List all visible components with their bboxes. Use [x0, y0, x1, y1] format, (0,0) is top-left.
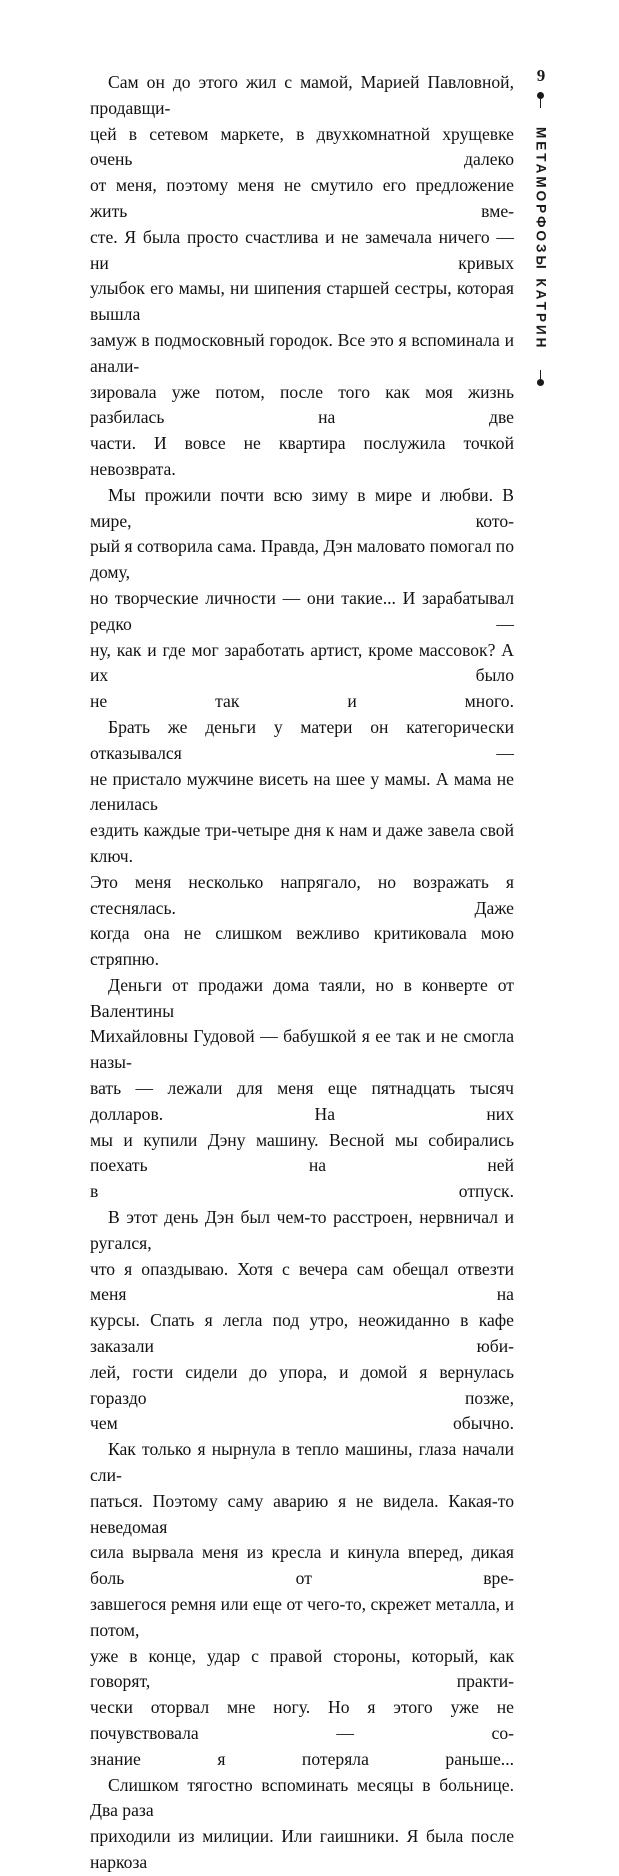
- paragraph: [90, 715, 514, 973]
- text-line: лей, гости сидели до упора, и домой я вернулась гораздо позже,: [90, 1361, 514, 1408]
- text-line: чем обычно.: [90, 1413, 514, 1434]
- text-line: что я опаздываю. Хотя с вечера сам обещал отвезти меня на: [90, 1258, 514, 1305]
- running-title-box: [533, 108, 549, 370]
- text-line: вать — лежали для меня еще пятнадцать тысяч долларов. На них: [90, 1078, 514, 1124]
- text-line: ну, как и где мог заработать артист, кроме массовок? А их было: [90, 639, 514, 686]
- running-title-bottom-dot: [537, 379, 544, 386]
- running-title-top-dot: [537, 92, 544, 99]
- text-line: замуж в подмосковный городок. Все это я вспоминала и анали-: [90, 329, 514, 376]
- text-line: Брать же деньги у матери он категорически отказывался —: [90, 716, 514, 763]
- text-line: не так и много.: [90, 691, 514, 712]
- page-number: 9: [536, 66, 546, 85]
- text-line: знание я потеряла раньше...: [90, 1748, 514, 1769]
- text-line: Как только я нырнула в тепло машины, глаза начали сли-: [90, 1439, 514, 1486]
- text-line: курсы. Спать я легла под утро, неожиданно в кафе заказали юби-: [90, 1310, 514, 1357]
- text-line: сте. Я была просто счастлива и не замечала ничего — ни кривых: [90, 226, 514, 273]
- text-line: в отпуск.: [90, 1181, 514, 1202]
- paragraph: [90, 70, 514, 483]
- text-line: Михайловны Гудовой — бабушкой я ее так и не смогла назы-: [90, 1026, 514, 1073]
- text-line: уже в конце, удар с правой стороны, который, как говорят, практи-: [90, 1645, 514, 1692]
- text-line: завшегося ремня или еще от чего-то, скрежет металла, и потом,: [90, 1594, 514, 1640]
- body-text: [90, 70, 514, 1876]
- text-line: Мы прожили почти всю зиму в мире и любви. В мире, кото-: [90, 484, 514, 531]
- text-line: сила вырвала меня из кресла и кинула вперед, дикая боль от вре-: [90, 1542, 514, 1589]
- text-line: приходили из милиции. Или гаишники. Я была после наркоза: [90, 1826, 514, 1872]
- text-line: но творческие личности — они такие... И зарабатывал редко —: [90, 587, 514, 634]
- text-line: Деньги от продажи дома таяли, но в конверте от Валентины: [90, 974, 514, 1021]
- text-line: рый я сотворила сама. Правда, Дэн маловато помогал по дому,: [90, 536, 514, 583]
- text-line: Слишком тягостно вспоминать месяцы в больнице. Два раза: [90, 1774, 514, 1821]
- text-line: ездить каждые три-четыре дня к нам и даже завела свой ключ.: [90, 820, 514, 866]
- text-line: мы и купили Дэну машину. Весной мы собирались поехать на ней: [90, 1129, 514, 1176]
- paragraph: [90, 973, 514, 1205]
- text-line: чески оторвал мне ногу. Но я этого уже не почувствовала — со-: [90, 1697, 514, 1743]
- text-line: улыбок его мамы, ни шипения старшей сестры, которая вышла: [90, 278, 514, 325]
- text-line: части. И вовсе не квартира послужила точкой невозврата.: [90, 433, 514, 479]
- paragraph: [90, 1437, 514, 1772]
- text-line: от меня, поэтому меня не смутило его предложение жить вме-: [90, 175, 514, 221]
- text-line: цей в сетевом маркете, в двухкомнатной хрущевке очень далеко: [90, 123, 514, 170]
- text-line: не пристало мужчине висеть на шее у мамы. А мама не ленилась: [90, 768, 514, 815]
- paragraph: [90, 1773, 514, 1876]
- text-line: В этот день Дэн был чем-то расстроен, нервничал и ругался,: [90, 1207, 514, 1253]
- paragraph: [90, 483, 514, 715]
- running-title: МЕТАМОРФОЗЫ КАТРИН: [533, 127, 549, 351]
- text-line: Это меня несколько напрягало, но возражать я стеснялась. Даже: [90, 871, 514, 918]
- text-line: паться. Поэтому саму аварию я не видела. Какая-то неведомая: [90, 1490, 514, 1537]
- paragraph: [90, 1205, 514, 1437]
- text-line: когда она не слишком вежливо критиковала мою стряпню.: [90, 923, 514, 970]
- text-line: Сам он до этого жил с мамой, Марией Павловной, продавщи-: [90, 72, 514, 118]
- text-line: зировала уже потом, после того как моя жизнь разбилась на две: [90, 381, 514, 428]
- running-title-bar: [533, 92, 549, 386]
